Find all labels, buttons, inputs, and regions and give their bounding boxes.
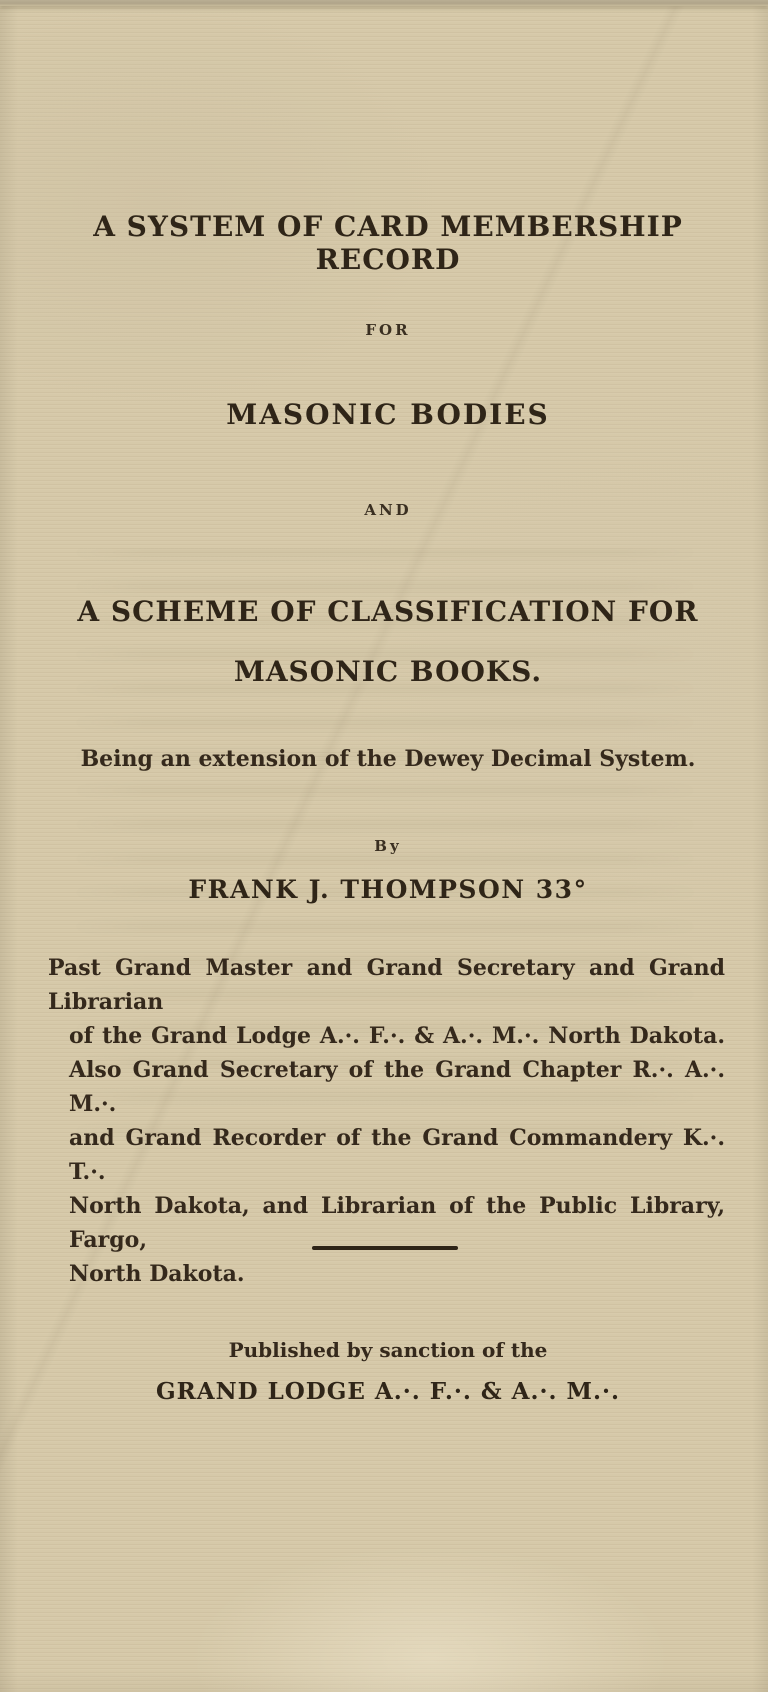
credentials-line: North Dakota, and Librarian of the Public Library, Fargo, <box>69 1193 725 1253</box>
credentials-line: and Grand Recorder of the Grand Commandery K.·. T.·. <box>69 1125 725 1185</box>
and-connector-label: AND <box>364 501 412 519</box>
author-name: FRANK J. THOMPSON 33° <box>188 875 588 904</box>
by-label: By <box>374 837 402 855</box>
scan-top-paper-edge <box>0 0 768 6</box>
secondary-title <box>34 582 742 702</box>
credentials-line: Past Grand Master and Grand Secretary and Grand Librarian <box>48 955 725 1015</box>
author-credentials <box>48 951 725 1291</box>
subject-title: MASONIC BODIES <box>226 398 550 431</box>
for-connector-label: FOR <box>365 321 411 339</box>
credentials-line: of the Grand Lodge A.·. F.·. & A.·. M.·. North Dakota. <box>69 1023 725 1049</box>
secondary-title-line1: A SCHEME OF CLASSIFICATION FOR <box>77 595 699 628</box>
imprint-sanction-line: Published by sanction of the <box>228 1338 548 1362</box>
secondary-title-line2: MASONIC BOOKS. <box>233 655 543 688</box>
main-title: A SYSTEM OF CARD MEMBERSHIP RECORD <box>93 210 683 276</box>
credentials-line: North Dakota. <box>69 1261 245 1287</box>
credentials-line: Also Grand Secretary of the Grand Chapter R.·. A.·. M.·. <box>69 1057 725 1117</box>
ornament-rule-divider <box>312 1246 458 1250</box>
subtitle: Being an extension of the Dewey Decimal System. <box>80 746 696 772</box>
imprint-grand-lodge-line: GRAND LODGE A.·. F.·. & A.·. M.·. <box>156 1378 620 1405</box>
